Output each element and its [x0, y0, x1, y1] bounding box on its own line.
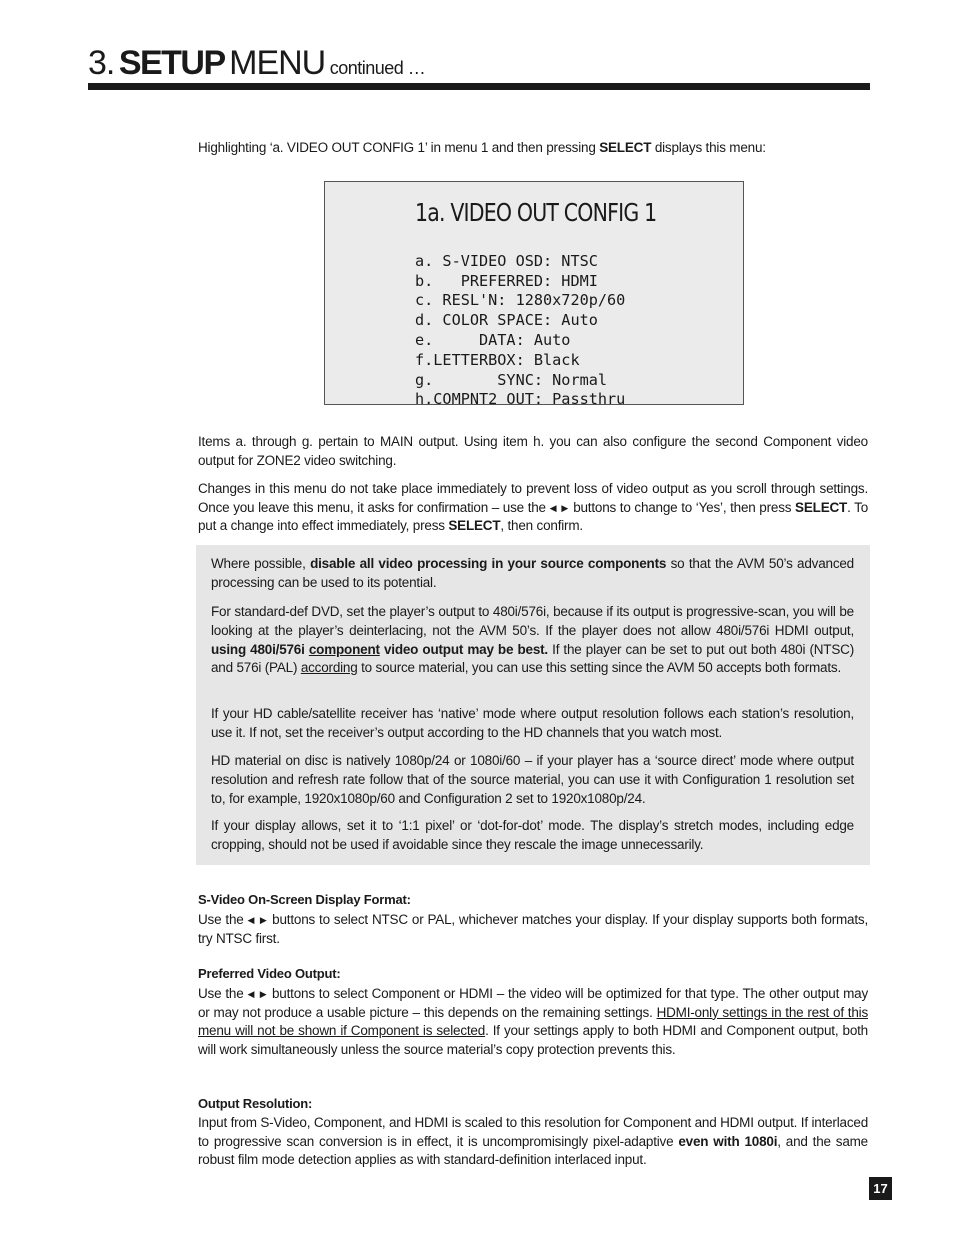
svideo-heading: S-Video On-Screen Display Format: — [198, 892, 411, 907]
resolution-paragraph — [198, 1114, 868, 1170]
osd-menu-item: f.LETTERBOX: Black — [415, 350, 580, 369]
note-text: Where possible, — [211, 556, 311, 571]
changes-text: Changes in this menu do not take place immediately to prevent loss of video output as you scroll through settings. Once you leave this menu, it asks for confirmation – use the — [198, 481, 868, 515]
changes-paragraph — [198, 480, 868, 536]
note-text: For standard-def DVD, set the player’s output to 480i/576i, because if its output is progressive-scan, you will be looking at the player’s deinterlacing, not the AVM 50’s. If the player does not allow 480i/576i HDMI output, — [211, 604, 854, 638]
header-rule — [88, 83, 870, 90]
select-keyword: SELECT — [795, 499, 848, 515]
preferred-text: Use the — [198, 986, 248, 1001]
osd-menu-item: c. RESL'N: 1280x720p/60 — [415, 291, 626, 310]
note-text: If the player can be set to put out both 480i (NTSC) and 576i (PAL) — [211, 641, 854, 676]
intro-text-end: displays this menu: — [651, 140, 766, 155]
resolution-heading: Output Resolution: — [198, 1096, 313, 1111]
note-bold-text: disable all video processing in your source components — [310, 556, 667, 571]
note-paragraph — [211, 603, 854, 678]
items-paragraph: Items a. through g. pertain to MAIN output. Using item h. you can also configure the second Component video output for ZONE2 video switching. — [198, 434, 868, 468]
left-right-arrows-icon: ◀ ▶ — [247, 915, 269, 925]
changes-text: . To put a change into effect immediately, press — [198, 499, 869, 533]
changes-text: , then confirm. — [500, 518, 583, 533]
section-title-setup: SETUP — [118, 44, 225, 82]
note-paragraph: HD material on disc is natively 1080p/24 or 1080i/60 – if your player has a ‘source direct’ mode where output resolution and refresh rate follow that of the source material, you can use it with Configuration 1 resolution set to, for example, 1920x1080p/60 and Configuration 2 set to 1920x1080p/24. — [211, 753, 854, 806]
preferred-text: . If your settings apply to both HDMI and Component output, both will work simultaneously unless the source material’s copy protection prevents this. — [198, 1023, 868, 1057]
left-right-arrows-icon: ◀ ▶ — [247, 989, 269, 999]
preferred-underlined-text: HDMI-only settings in the rest of this menu will not be shown if Component is selected — [198, 1004, 868, 1038]
note-text: to source material, you can use this setting since the AVM 50 accepts both formats. — [357, 660, 842, 676]
section-number: 3. — [88, 44, 115, 82]
note-paragraph: If your display allows, set it to ‘1:1 pixel’ or ‘dot-for-dot’ mode. The display’s stretch modes, including edge cropping, should not be used if avoidable since they rescale the image unnecessarily. — [211, 818, 854, 852]
page-header — [88, 46, 870, 90]
preferred-paragraph — [198, 985, 868, 1059]
select-keyword: SELECT — [448, 518, 501, 533]
osd-menu-items — [415, 232, 625, 450]
intro-text: Highlighting ‘a. VIDEO OUT CONFIG 1’ in menu 1 and then pressing — [198, 140, 600, 155]
note-paragraph: If your HD cable/satellite receiver has ‘native’ mode where output resolution follows each station’s resolution, use it. If not, set the receiver’s output according to the HD channels that you watch most. — [211, 706, 854, 740]
note-text: so that the AVM 50’s advanced processing can be used to its potential. — [211, 556, 854, 590]
note-bold-text: video output may be best. — [379, 641, 548, 657]
preferred-heading: Preferred Video Output: — [198, 966, 341, 981]
section-title — [88, 46, 425, 80]
select-keyword: SELECT — [599, 140, 652, 155]
osd-menu-item: e. DATA: Auto — [415, 330, 571, 349]
resolution-text: , and the same robust film mode detection applies as with standard-definition interlaced input. — [198, 1133, 868, 1167]
note-underlined-text: according — [300, 660, 358, 676]
note-underlined-text: component — [308, 641, 380, 657]
svideo-paragraph — [198, 911, 868, 948]
resolution-bold-text: even with 1080i — [678, 1133, 778, 1149]
osd-menu-item: b. PREFERRED: HDMI — [415, 271, 598, 290]
resolution-text: Input from S-Video, Component, and HDMI is scaled to this resolution for Component and HDMI output. If interlaced to progressive scan conversion is in effect, it is uncompromisingly pixel-adaptive — [198, 1115, 868, 1149]
osd-menu-item: h.COMPNT2 OUT: Passthru — [415, 390, 626, 409]
osd-menu-item: a. S-VIDEO OSD: NTSC — [415, 251, 598, 270]
note-bold-text: using 480i/576i — [211, 641, 309, 657]
svideo-text: buttons to select NTSC or PAL, whichever matches your display. If your display supports both formats, try NTSC first. — [198, 912, 868, 946]
left-right-arrows-icon: ◀ ▶ — [549, 502, 570, 513]
page-number: 17 — [869, 1177, 892, 1200]
osd-menu-display — [324, 181, 744, 409]
svideo-text: Use the — [198, 912, 248, 927]
osd-menu-title: 1a. VIDEO OUT CONFIG 1 — [415, 198, 657, 227]
osd-menu-item: d. COLOR SPACE: Auto — [415, 311, 598, 330]
section-continued: continued … — [329, 58, 426, 78]
osd-menu-item: g. SYNC: Normal — [415, 370, 608, 389]
section-title-menu: MENU — [229, 44, 326, 82]
preferred-text: buttons to select Component or HDMI – the video will be optimized for that type. The other output may or may not produce a usable picture – this depends on the remaining settings. — [198, 986, 869, 1020]
note-paragraph — [211, 555, 854, 593]
changes-text: buttons to change to ‘Yes’, then press — [569, 499, 796, 515]
tips-note-box — [196, 545, 870, 865]
intro-paragraph — [198, 139, 868, 158]
